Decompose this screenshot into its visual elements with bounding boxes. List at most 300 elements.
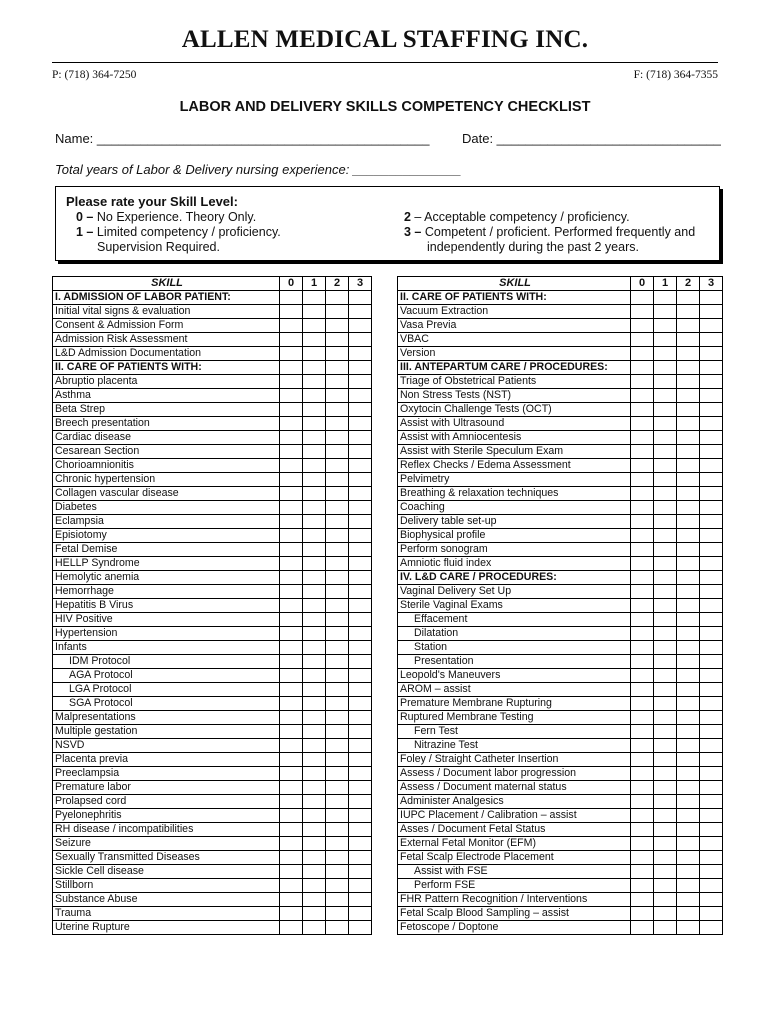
rating-cell-2[interactable] [677,753,700,767]
rating-cell-3[interactable] [700,389,723,403]
rating-cell-1[interactable] [654,823,677,837]
rating-cell-2[interactable] [677,305,700,319]
rating-cell-1[interactable] [654,403,677,417]
rating-cell-2[interactable] [326,837,349,851]
rating-cell-0[interactable] [280,655,303,669]
rating-cell-0[interactable] [631,613,654,627]
rating-cell-0[interactable] [280,487,303,501]
rating-cell-3[interactable] [349,445,372,459]
rating-cell-2[interactable] [677,683,700,697]
rating-cell-0[interactable] [280,865,303,879]
rating-cell-2[interactable] [677,739,700,753]
rating-cell-0[interactable] [631,347,654,361]
rating-cell-2[interactable] [677,417,700,431]
rating-cell-2[interactable] [677,893,700,907]
rating-cell-2[interactable] [677,585,700,599]
rating-cell-1[interactable] [654,543,677,557]
rating-cell-0[interactable] [280,501,303,515]
rating-cell-3[interactable] [700,613,723,627]
rating-cell-3[interactable] [349,781,372,795]
experience-field[interactable]: Total years of Labor & Delivery nursing experience: _______________ [55,162,462,177]
rating-cell-1[interactable] [303,347,326,361]
rating-cell-1[interactable] [654,585,677,599]
rating-cell-3[interactable] [700,669,723,683]
rating-cell-2[interactable] [677,319,700,333]
rating-cell-3[interactable] [700,557,723,571]
rating-cell-1[interactable] [654,725,677,739]
rating-cell-1[interactable] [303,389,326,403]
rating-cell-1[interactable] [303,445,326,459]
rating-cell-0[interactable] [280,627,303,641]
rating-cell-0[interactable] [280,781,303,795]
rating-cell-3[interactable] [700,515,723,529]
rating-cell-1[interactable] [303,333,326,347]
rating-cell-3[interactable] [700,879,723,893]
rating-cell-2[interactable] [326,697,349,711]
rating-cell-3[interactable] [349,627,372,641]
rating-cell-1[interactable] [654,907,677,921]
rating-cell-1[interactable] [654,851,677,865]
rating-cell-0[interactable] [631,669,654,683]
rating-cell-2[interactable] [326,683,349,697]
rating-cell-3[interactable] [700,921,723,935]
rating-cell-0[interactable] [280,837,303,851]
rating-cell-0[interactable] [631,753,654,767]
rating-cell-2[interactable] [326,305,349,319]
rating-cell-3[interactable] [349,753,372,767]
rating-cell-1[interactable] [654,515,677,529]
rating-cell-2[interactable] [677,921,700,935]
rating-cell-1[interactable] [654,319,677,333]
rating-cell-3[interactable] [349,711,372,725]
rating-cell-1[interactable] [303,403,326,417]
rating-cell-0[interactable] [280,473,303,487]
rating-cell-2[interactable] [326,879,349,893]
rating-cell-3[interactable] [700,431,723,445]
rating-cell-0[interactable] [280,921,303,935]
rating-cell-2[interactable] [677,347,700,361]
rating-cell-2[interactable] [677,795,700,809]
rating-cell-0[interactable] [280,725,303,739]
rating-cell-1[interactable] [303,529,326,543]
rating-cell-0[interactable] [631,767,654,781]
rating-cell-0[interactable] [631,865,654,879]
rating-cell-1[interactable] [303,459,326,473]
rating-cell-3[interactable] [700,655,723,669]
rating-cell-3[interactable] [349,683,372,697]
rating-cell-3[interactable] [700,753,723,767]
rating-cell-2[interactable] [326,543,349,557]
rating-cell-1[interactable] [303,417,326,431]
rating-cell-2[interactable] [677,431,700,445]
rating-cell-3[interactable] [700,459,723,473]
rating-cell-2[interactable] [677,907,700,921]
rating-cell-2[interactable] [326,711,349,725]
rating-cell-3[interactable] [349,431,372,445]
rating-cell-1[interactable] [654,641,677,655]
rating-cell-0[interactable] [280,347,303,361]
rating-cell-2[interactable] [326,781,349,795]
rating-cell-3[interactable] [349,837,372,851]
rating-cell-3[interactable] [349,515,372,529]
rating-cell-3[interactable] [349,851,372,865]
rating-cell-3[interactable] [349,375,372,389]
rating-cell-2[interactable] [326,445,349,459]
rating-cell-0[interactable] [631,683,654,697]
rating-cell-0[interactable] [280,879,303,893]
rating-cell-2[interactable] [326,599,349,613]
rating-cell-2[interactable] [677,529,700,543]
rating-cell-3[interactable] [700,823,723,837]
rating-cell-2[interactable] [677,501,700,515]
rating-cell-2[interactable] [677,865,700,879]
rating-cell-2[interactable] [677,543,700,557]
rating-cell-2[interactable] [677,515,700,529]
rating-cell-3[interactable] [700,865,723,879]
rating-cell-3[interactable] [349,347,372,361]
rating-cell-1[interactable] [654,347,677,361]
rating-cell-2[interactable] [677,445,700,459]
rating-cell-1[interactable] [654,837,677,851]
rating-cell-1[interactable] [303,319,326,333]
rating-cell-3[interactable] [700,781,723,795]
rating-cell-1[interactable] [654,431,677,445]
rating-cell-3[interactable] [700,711,723,725]
rating-cell-3[interactable] [349,599,372,613]
rating-cell-0[interactable] [631,599,654,613]
rating-cell-2[interactable] [677,879,700,893]
rating-cell-3[interactable] [349,333,372,347]
rating-cell-0[interactable] [280,697,303,711]
rating-cell-1[interactable] [654,613,677,627]
rating-cell-2[interactable] [326,431,349,445]
rating-cell-1[interactable] [303,879,326,893]
rating-cell-0[interactable] [280,459,303,473]
rating-cell-1[interactable] [654,599,677,613]
rating-cell-0[interactable] [631,319,654,333]
rating-cell-2[interactable] [326,823,349,837]
rating-cell-1[interactable] [303,655,326,669]
rating-cell-0[interactable] [280,753,303,767]
rating-cell-3[interactable] [700,641,723,655]
rating-cell-0[interactable] [280,557,303,571]
rating-cell-0[interactable] [631,557,654,571]
rating-cell-3[interactable] [700,697,723,711]
rating-cell-2[interactable] [326,641,349,655]
rating-cell-1[interactable] [303,907,326,921]
rating-cell-0[interactable] [280,333,303,347]
rating-cell-3[interactable] [349,739,372,753]
rating-cell-3[interactable] [700,837,723,851]
rating-cell-3[interactable] [349,879,372,893]
rating-cell-2[interactable] [326,501,349,515]
rating-cell-0[interactable] [280,445,303,459]
rating-cell-2[interactable] [326,403,349,417]
rating-cell-0[interactable] [280,389,303,403]
rating-cell-2[interactable] [677,837,700,851]
rating-cell-3[interactable] [700,627,723,641]
rating-cell-1[interactable] [303,669,326,683]
rating-cell-1[interactable] [303,851,326,865]
rating-cell-3[interactable] [700,907,723,921]
rating-cell-2[interactable] [326,375,349,389]
rating-cell-2[interactable] [326,627,349,641]
rating-cell-0[interactable] [631,739,654,753]
rating-cell-0[interactable] [280,417,303,431]
rating-cell-0[interactable] [631,879,654,893]
rating-cell-1[interactable] [303,627,326,641]
rating-cell-3[interactable] [700,403,723,417]
rating-cell-1[interactable] [654,529,677,543]
rating-cell-2[interactable] [326,795,349,809]
rating-cell-2[interactable] [326,529,349,543]
rating-cell-0[interactable] [631,655,654,669]
rating-cell-2[interactable] [677,557,700,571]
rating-cell-3[interactable] [349,697,372,711]
rating-cell-0[interactable] [280,767,303,781]
rating-cell-2[interactable] [326,865,349,879]
rating-cell-3[interactable] [349,585,372,599]
rating-cell-1[interactable] [654,459,677,473]
rating-cell-2[interactable] [677,403,700,417]
rating-cell-3[interactable] [700,851,723,865]
rating-cell-1[interactable] [303,515,326,529]
rating-cell-3[interactable] [700,599,723,613]
rating-cell-3[interactable] [349,907,372,921]
rating-cell-3[interactable] [700,347,723,361]
rating-cell-2[interactable] [677,487,700,501]
rating-cell-1[interactable] [654,445,677,459]
rating-cell-2[interactable] [326,669,349,683]
rating-cell-0[interactable] [280,403,303,417]
rating-cell-3[interactable] [700,809,723,823]
rating-cell-0[interactable] [631,627,654,641]
rating-cell-3[interactable] [349,655,372,669]
rating-cell-0[interactable] [631,781,654,795]
rating-cell-0[interactable] [631,445,654,459]
rating-cell-0[interactable] [631,641,654,655]
rating-cell-3[interactable] [700,739,723,753]
rating-cell-1[interactable] [303,557,326,571]
rating-cell-3[interactable] [349,459,372,473]
rating-cell-3[interactable] [700,501,723,515]
rating-cell-1[interactable] [654,305,677,319]
rating-cell-1[interactable] [654,501,677,515]
rating-cell-1[interactable] [303,697,326,711]
rating-cell-2[interactable] [326,739,349,753]
rating-cell-2[interactable] [326,767,349,781]
rating-cell-1[interactable] [303,585,326,599]
rating-cell-2[interactable] [677,459,700,473]
rating-cell-1[interactable] [303,571,326,585]
rating-cell-3[interactable] [700,585,723,599]
rating-cell-2[interactable] [326,417,349,431]
rating-cell-0[interactable] [631,823,654,837]
rating-cell-2[interactable] [326,809,349,823]
rating-cell-1[interactable] [303,795,326,809]
rating-cell-2[interactable] [326,851,349,865]
rating-cell-2[interactable] [677,389,700,403]
rating-cell-3[interactable] [349,767,372,781]
rating-cell-2[interactable] [677,697,700,711]
rating-cell-0[interactable] [631,333,654,347]
rating-cell-1[interactable] [654,627,677,641]
rating-cell-1[interactable] [303,641,326,655]
rating-cell-1[interactable] [303,613,326,627]
rating-cell-0[interactable] [280,795,303,809]
rating-cell-3[interactable] [349,319,372,333]
rating-cell-2[interactable] [677,473,700,487]
rating-cell-2[interactable] [326,459,349,473]
rating-cell-1[interactable] [654,655,677,669]
rating-cell-0[interactable] [631,851,654,865]
rating-cell-3[interactable] [349,487,372,501]
rating-cell-0[interactable] [280,571,303,585]
rating-cell-1[interactable] [303,305,326,319]
rating-cell-0[interactable] [280,585,303,599]
rating-cell-0[interactable] [631,389,654,403]
rating-cell-3[interactable] [700,543,723,557]
rating-cell-0[interactable] [280,431,303,445]
rating-cell-2[interactable] [326,487,349,501]
rating-cell-1[interactable] [303,375,326,389]
rating-cell-3[interactable] [349,501,372,515]
rating-cell-3[interactable] [700,305,723,319]
rating-cell-1[interactable] [303,739,326,753]
rating-cell-0[interactable] [631,431,654,445]
rating-cell-1[interactable] [303,473,326,487]
rating-cell-3[interactable] [349,809,372,823]
rating-cell-2[interactable] [326,571,349,585]
rating-cell-0[interactable] [280,305,303,319]
rating-cell-1[interactable] [303,809,326,823]
rating-cell-0[interactable] [280,641,303,655]
rating-cell-1[interactable] [303,921,326,935]
rating-cell-0[interactable] [280,613,303,627]
rating-cell-1[interactable] [303,837,326,851]
rating-cell-1[interactable] [303,599,326,613]
rating-cell-1[interactable] [303,823,326,837]
name-field[interactable]: Name: ______________________________________________ [55,131,430,146]
rating-cell-1[interactable] [654,753,677,767]
rating-cell-1[interactable] [654,375,677,389]
rating-cell-3[interactable] [700,333,723,347]
rating-cell-1[interactable] [654,893,677,907]
rating-cell-3[interactable] [349,865,372,879]
rating-cell-1[interactable] [654,809,677,823]
rating-cell-0[interactable] [631,543,654,557]
rating-cell-2[interactable] [326,655,349,669]
rating-cell-3[interactable] [349,403,372,417]
rating-cell-2[interactable] [677,641,700,655]
rating-cell-1[interactable] [303,753,326,767]
rating-cell-1[interactable] [303,767,326,781]
rating-cell-3[interactable] [349,669,372,683]
rating-cell-2[interactable] [677,613,700,627]
rating-cell-1[interactable] [654,711,677,725]
rating-cell-0[interactable] [631,697,654,711]
rating-cell-2[interactable] [326,613,349,627]
rating-cell-2[interactable] [677,375,700,389]
rating-cell-2[interactable] [677,669,700,683]
rating-cell-1[interactable] [303,543,326,557]
rating-cell-1[interactable] [654,739,677,753]
rating-cell-2[interactable] [677,851,700,865]
rating-cell-2[interactable] [677,711,700,725]
rating-cell-3[interactable] [700,529,723,543]
rating-cell-1[interactable] [303,711,326,725]
rating-cell-3[interactable] [349,417,372,431]
rating-cell-2[interactable] [677,781,700,795]
rating-cell-3[interactable] [349,473,372,487]
rating-cell-1[interactable] [654,669,677,683]
rating-cell-2[interactable] [326,725,349,739]
rating-cell-3[interactable] [349,613,372,627]
rating-cell-2[interactable] [326,585,349,599]
rating-cell-1[interactable] [654,389,677,403]
rating-cell-3[interactable] [700,319,723,333]
rating-cell-1[interactable] [303,893,326,907]
rating-cell-0[interactable] [280,515,303,529]
rating-cell-0[interactable] [280,809,303,823]
rating-cell-1[interactable] [654,865,677,879]
rating-cell-0[interactable] [631,809,654,823]
rating-cell-0[interactable] [631,585,654,599]
rating-cell-1[interactable] [303,683,326,697]
rating-cell-3[interactable] [349,921,372,935]
rating-cell-1[interactable] [654,781,677,795]
rating-cell-2[interactable] [326,473,349,487]
rating-cell-0[interactable] [631,305,654,319]
rating-cell-1[interactable] [654,697,677,711]
rating-cell-1[interactable] [303,501,326,515]
rating-cell-3[interactable] [349,557,372,571]
rating-cell-3[interactable] [349,823,372,837]
rating-cell-3[interactable] [700,487,723,501]
rating-cell-3[interactable] [349,725,372,739]
rating-cell-2[interactable] [326,347,349,361]
rating-cell-3[interactable] [349,543,372,557]
rating-cell-0[interactable] [280,319,303,333]
rating-cell-2[interactable] [326,515,349,529]
rating-cell-1[interactable] [303,725,326,739]
rating-cell-0[interactable] [631,403,654,417]
rating-cell-0[interactable] [280,599,303,613]
rating-cell-0[interactable] [631,375,654,389]
rating-cell-2[interactable] [326,557,349,571]
rating-cell-3[interactable] [700,445,723,459]
rating-cell-0[interactable] [631,473,654,487]
rating-cell-0[interactable] [631,907,654,921]
rating-cell-2[interactable] [326,921,349,935]
rating-cell-1[interactable] [654,473,677,487]
rating-cell-0[interactable] [280,823,303,837]
rating-cell-3[interactable] [700,893,723,907]
rating-cell-0[interactable] [631,837,654,851]
rating-cell-0[interactable] [631,711,654,725]
rating-cell-0[interactable] [280,711,303,725]
rating-cell-0[interactable] [631,921,654,935]
rating-cell-2[interactable] [326,319,349,333]
rating-cell-2[interactable] [677,333,700,347]
rating-cell-0[interactable] [631,501,654,515]
rating-cell-3[interactable] [349,893,372,907]
rating-cell-3[interactable] [349,389,372,403]
rating-cell-2[interactable] [326,333,349,347]
rating-cell-2[interactable] [326,893,349,907]
rating-cell-0[interactable] [631,893,654,907]
rating-cell-0[interactable] [280,543,303,557]
